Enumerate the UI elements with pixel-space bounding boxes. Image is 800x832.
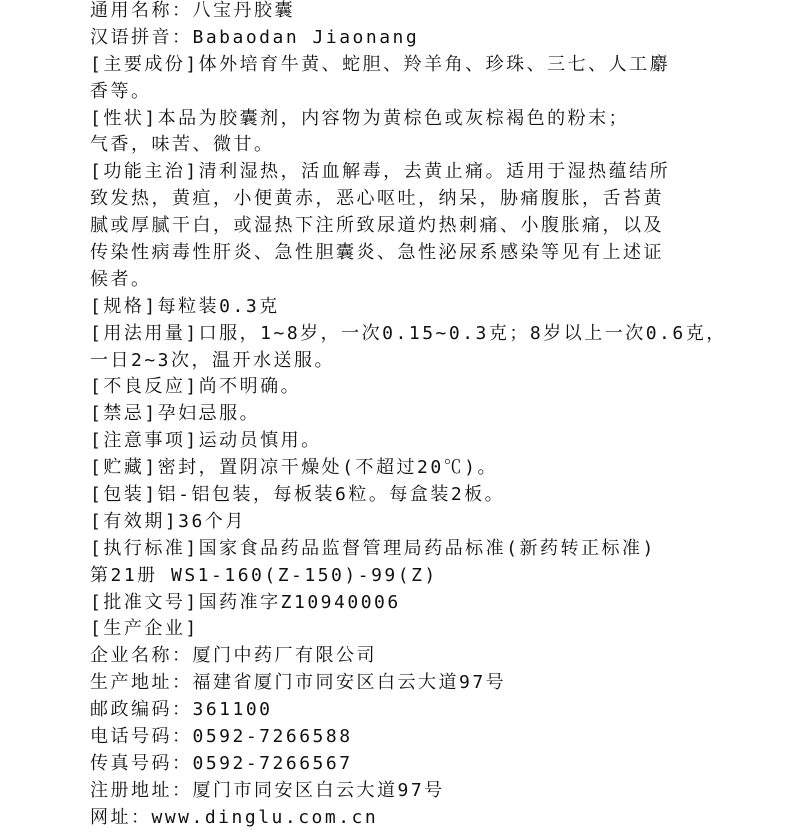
text-line-fax: 传真号码：0592-7266567 xyxy=(90,752,353,774)
text-line-company-name: 企业名称：厦门中药厂有限公司 xyxy=(90,645,377,667)
text-line-description-cont: 气香，味苦、微甘。 xyxy=(90,134,275,156)
text-line-contraindications: [禁忌]孕妇忌服。 xyxy=(90,403,261,425)
text-line-indications-cont: 候者。 xyxy=(90,268,152,290)
text-line-dosage: [用法用量]口服，1~8岁，一次0.15~0.3克；8岁以上一次0.6克， xyxy=(90,322,727,344)
text-line-indications: [功能主治]清利湿热，活血解毒，去黄止痛。适用于湿热蕴结所 xyxy=(90,161,671,183)
text-line-production-address: 生产地址：福建省厦门市同安区白云大道97号 xyxy=(90,672,507,694)
text-line-indications-cont: 腻或厚腻干白，或湿热下注所致尿道灼热刺痛、小腹胀痛，以及 xyxy=(90,215,664,237)
text-line-precautions: [注意事项]运动员慎用。 xyxy=(90,430,322,452)
package-insert-text xyxy=(90,0,780,832)
text-line-dosage-cont: 一日2~3次，温开水送服。 xyxy=(90,349,336,371)
text-line-standard: [执行标准]国家食品药品监督管理局药品标准(新药转正标准) xyxy=(90,537,656,559)
text-line-description: [性状]本品为胶囊剂，内容物为黄棕色或灰棕褐色的粉末； xyxy=(90,107,630,129)
text-line-shelf-life: [有效期]36个月 xyxy=(90,510,246,532)
text-line-indications-cont: 致发热，黄疸，小便黄赤，恶心呕吐，纳呆，胁痛腹胀，舌苔黄 xyxy=(90,188,664,210)
text-line-adverse-reactions: [不良反应]尚不明确。 xyxy=(90,376,302,398)
text-line-ingredients-cont: 香等。 xyxy=(90,80,152,102)
text-line-phone: 电话号码：0592-7266588 xyxy=(90,726,353,748)
text-line-generic-name: 通用名称：八宝丹胶囊 xyxy=(90,0,295,21)
text-line-registered-address: 注册地址：厦门市同安区白云大道97号 xyxy=(90,779,445,801)
text-line-storage: [贮藏]密封，置阴凉干燥处(不超过20℃)。 xyxy=(90,457,499,479)
text-line-pinyin: 汉语拼音：Babaodan Jiaonang xyxy=(90,26,420,48)
text-line-specification: [规格]每粒装0.3克 xyxy=(90,295,280,317)
text-line-approval-number: [批准文号]国药准字Z10940006 xyxy=(90,591,401,613)
text-line-manufacturer-heading: [生产企业] xyxy=(90,618,199,640)
text-line-packaging: [包装]铝-铝包装，每板装6粒。每盒装2板。 xyxy=(90,484,506,506)
text-line-ingredients: [主要成份]体外培育牛黄、蛇胆、羚羊角、珍珠、三七、人工麝 xyxy=(90,53,671,75)
text-line-website[interactable]: 网址：www.dinglu.com.cn xyxy=(90,806,379,828)
text-line-indications-cont: 传染性病毒性肝炎、急性胆囊炎、急性泌尿系感染等见有上述证 xyxy=(90,242,664,264)
text-line-postal-code: 邮政编码：361100 xyxy=(90,699,273,721)
text-line-standard-cont: 第21册 WS1-160(Z-150)-99(Z) xyxy=(90,564,438,586)
